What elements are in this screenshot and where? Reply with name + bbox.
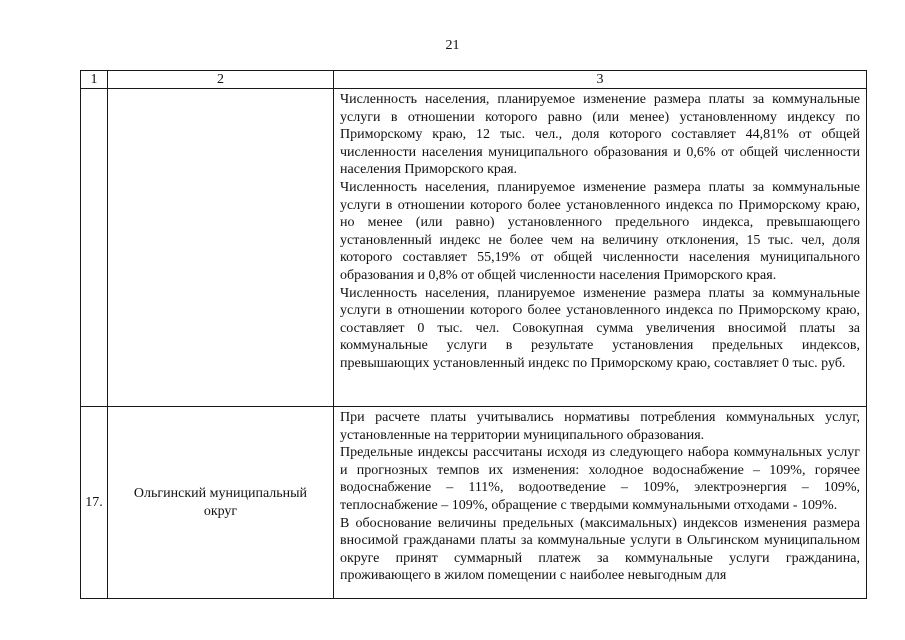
description-paragraph: Численность населения, планируемое изменение размера платы за коммунальные услуги в отношении которого более установленного индекса по Приморскому краю, составляет 0 тыс. чел. Совокупная сумма увеличения вносимой платы за коммунальные услуги в результате установления предельных индексов, превышающих установленный индекс по Приморскому краю, составляет 0 тыс. руб.: [340, 285, 860, 371]
header-col-2: 2: [108, 71, 334, 89]
data-table: [80, 70, 867, 599]
row-number: [81, 89, 108, 407]
municipality-name: [108, 89, 334, 407]
row-number: 17.: [81, 407, 108, 599]
description-paragraph: В обоснование величины предельных (максимальных) индексов изменения размера вносимой гражданами платы за коммунальные услуги в Ольгинском муниципальном округе принят суммарный платеж за коммунальные услуги гражданина, проживающего в жилом помещении с наиболее невыгодным для: [340, 515, 860, 584]
description-paragraph: Численность населения, планируемое изменение размера платы за коммунальные услуги в отношении которого более установленного индекса по Приморскому краю, но менее (или равно) установленного предельного индекса, превышающего установленный индекс не более чем на величину отклонения, 15 тыс. чел, доля которого составляет 55,19% от общей численности населения муниципального образования и 0,8% от общей численности населения Приморского края.: [340, 179, 860, 283]
description-paragraph: При расчете платы учитывались нормативы потребления коммунальных услуг, установленные на территории муниципального образования.: [340, 410, 860, 443]
description-cell: [334, 89, 867, 407]
municipality-name: Ольгинский муниципальный округ: [108, 407, 334, 599]
table-row-continuation: [81, 89, 867, 407]
header-col-3: 3: [334, 71, 867, 89]
table-row-17: [81, 407, 867, 599]
description-cell: [334, 407, 867, 599]
table-header-row: [81, 71, 867, 89]
description-paragraph: Численность населения, планируемое изменение размера платы за коммунальные услуги в отношении которого равно (или менее) установленному индексу по Приморскому краю, 12 тыс. чел., доля которого составляет 44,81% от общей численности населения муниципального образования и 0,6% от общей численности населения Приморского края.: [340, 92, 860, 178]
header-col-1: 1: [81, 71, 108, 89]
page-number: 21: [445, 38, 460, 53]
description-paragraph: Предельные индексы рассчитаны исходя из следующего набора коммунальных услуг и прогнозных темпов их изменения: холодное водоснабжение – 109%, горячее водоснабжение – 111%, водоотведение – 109%, электроэнергия – 109%, теплоснабжение – 109%, обращение с твердыми коммунальными отходами - 109%.: [340, 445, 860, 513]
